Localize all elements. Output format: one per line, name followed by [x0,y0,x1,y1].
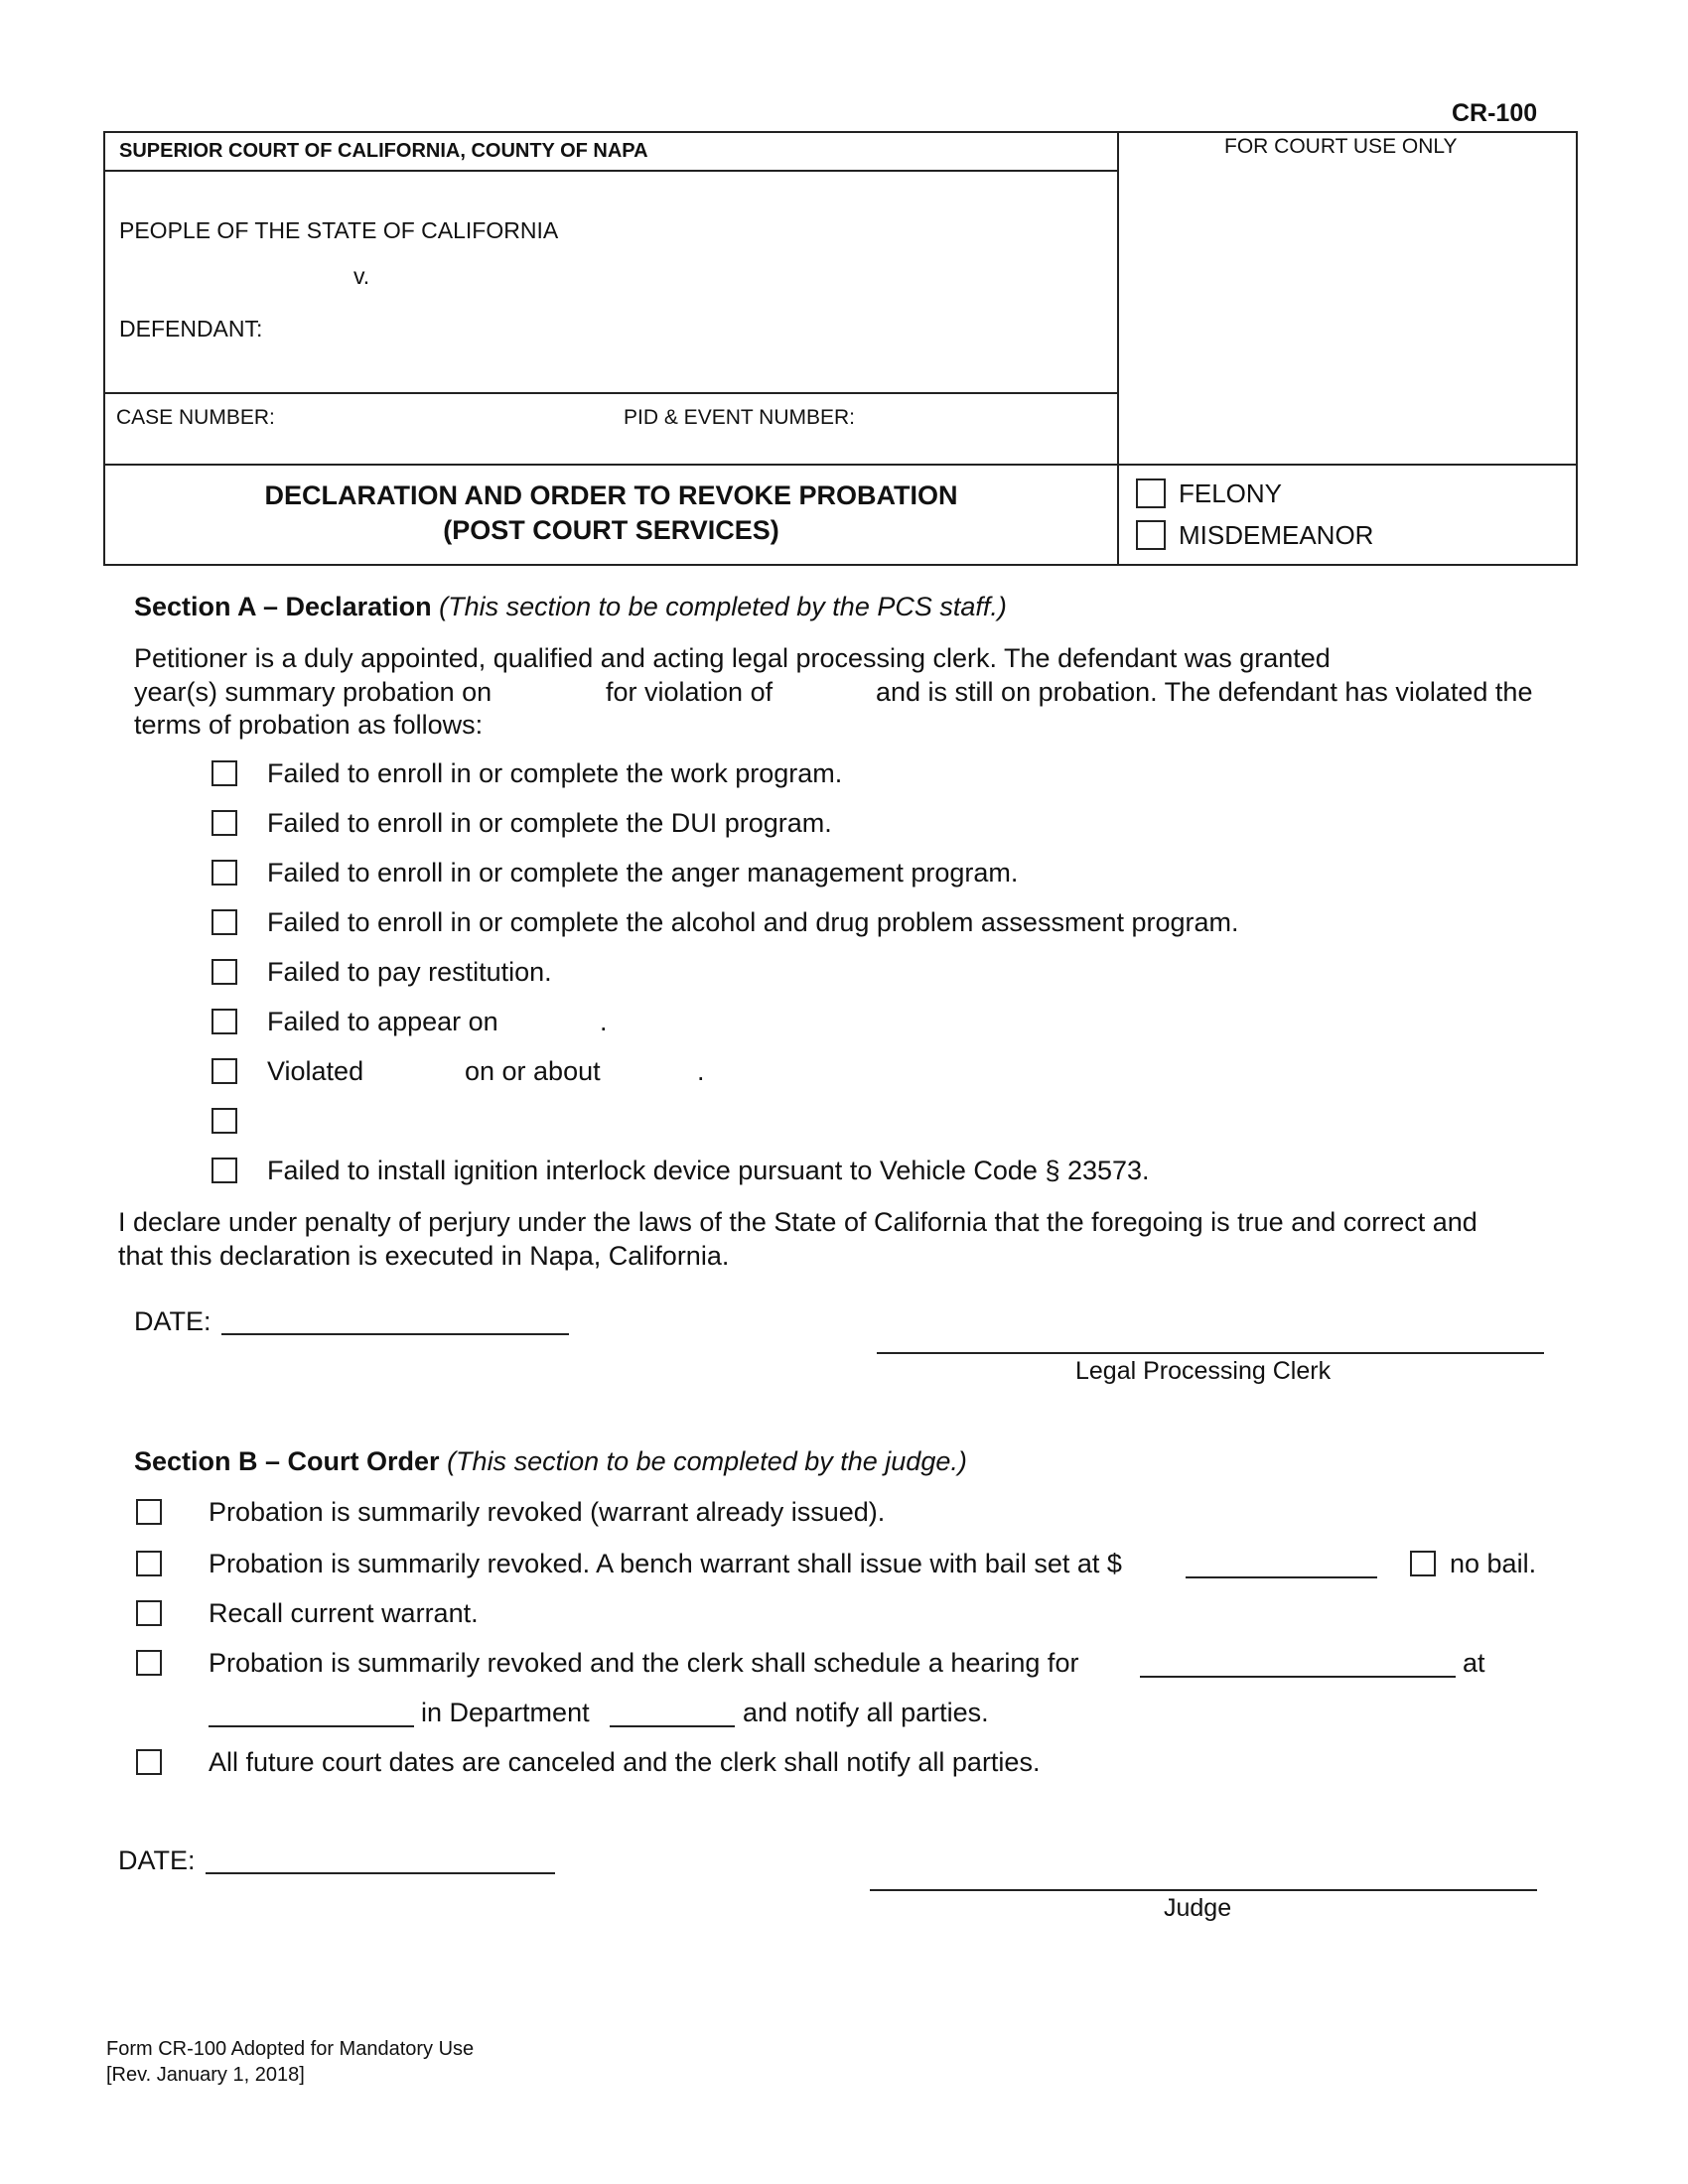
divider [103,170,1119,172]
violation-item: Failed to enroll in or complete the anger management program. [267,858,1019,887]
section-b-title: Section B – Court Order [134,1446,440,1476]
divider [103,464,1578,466]
violation-checkbox[interactable] [211,909,237,935]
clerk-signature-label: Legal Processing Clerk [1075,1357,1332,1385]
period: . [697,1056,705,1086]
no-bail-checkbox[interactable] [1410,1551,1436,1576]
violation-checkbox[interactable] [211,810,237,836]
perjury-line1: I declare under penalty of perjury under the laws of the State of California that the foregoing is true and correct and [118,1207,1477,1237]
on-or-about-label: on or about [465,1056,601,1086]
order-checkbox[interactable] [136,1600,162,1626]
violation-checkbox[interactable] [211,1058,237,1084]
violation-checkbox[interactable] [211,860,237,886]
felony-checkbox[interactable] [1136,478,1166,508]
violation-item: Violated [267,1056,364,1086]
defendant-label: DEFENDANT: [119,316,263,341]
order-checkbox[interactable] [136,1551,162,1576]
misdemeanor-checkbox[interactable] [1136,520,1166,550]
people-label: PEOPLE OF THE STATE OF CALIFORNIA [119,217,559,243]
violation-checkbox[interactable] [211,1158,237,1183]
intro-line2a: year(s) summary probation on [134,677,492,707]
court-name: SUPERIOR COURT OF CALIFORNIA, COUNTY OF NAPA [119,140,648,162]
pid-event-label: PID & EVENT NUMBER: [624,406,855,429]
divider [103,392,1119,394]
department-label: in Department [421,1698,590,1727]
section-a-note: (This section to be completed by the PCS staff.) [439,592,1007,621]
hearing-date-field[interactable] [1140,1676,1456,1678]
order-item-2: Probation is summarily revoked. A bench warrant shall issue with bail set at $ [209,1549,1122,1578]
perjury-line2: that this declaration is executed in Napa, California. [118,1241,730,1271]
section-a-date-field[interactable] [221,1333,569,1335]
violation-checkbox[interactable] [211,959,237,985]
section-b-heading [134,1446,967,1477]
violation-checkbox[interactable] [211,1108,237,1134]
violation-item: Failed to pay restitution. [267,957,552,987]
violation-item: Failed to enroll in or complete the work program. [267,758,843,788]
section-a-date-label: DATE: [134,1306,211,1336]
hearing-at-label: at [1463,1648,1485,1678]
order-checkbox[interactable] [136,1749,162,1775]
intro-line2c: and is still on probation. The defendant has violated the [876,677,1533,707]
bail-amount-field[interactable] [1186,1576,1377,1578]
violation-checkbox[interactable] [211,1009,237,1034]
order-checkbox[interactable] [136,1499,162,1525]
intro-line1: Petitioner is a duly appointed, qualified and acting legal processing clerk. The defendant was granted [134,643,1331,673]
judge-signature-line[interactable] [870,1889,1537,1891]
footer-line2: [Rev. January 1, 2018] [106,2064,305,2086]
section-a-title: Section A – Declaration [134,592,432,621]
clerk-signature-line[interactable] [877,1352,1544,1354]
form-title-line2: (POST COURT SERVICES) [443,515,779,545]
period: . [600,1007,608,1036]
order-checkbox[interactable] [136,1650,162,1676]
order-item-1: Probation is summarily revoked (warrant already issued). [209,1497,886,1527]
no-bail-label: no bail. [1450,1549,1537,1578]
footer-line1: Form CR-100 Adopted for Mandatory Use [106,2038,475,2060]
section-b-note: (This section to be completed by the judge.) [447,1446,967,1476]
section-b-date-field[interactable] [206,1872,555,1874]
felony-label: FELONY [1179,478,1283,508]
section-a-heading [134,592,1007,622]
case-number-label: CASE NUMBER: [116,406,275,429]
order-item-4: Probation is summarily revoked and the clerk shall schedule a hearing for [209,1648,1079,1678]
section-b-date-label: DATE: [118,1845,196,1875]
violation-item: Failed to appear on [267,1007,498,1036]
intro-line2b: for violation of [606,677,774,707]
violation-item: Failed to install ignition interlock device pursuant to Vehicle Code § 23573. [267,1156,1150,1185]
department-field[interactable] [610,1725,735,1727]
form-id: CR-100 [1452,99,1538,127]
judge-signature-label: Judge [1164,1894,1232,1922]
violation-checkbox[interactable] [211,760,237,786]
court-use-label: FOR COURT USE ONLY [1224,135,1458,158]
form-title [103,478,1119,548]
versus-label: v. [353,263,370,289]
form-title-line1: DECLARATION AND ORDER TO REVOKE PROBATION [264,480,958,510]
intro-line3: terms of probation as follows: [134,710,484,740]
order-item-3: Recall current warrant. [209,1598,479,1628]
notify-label: and notify all parties. [743,1698,989,1727]
misdemeanor-label: MISDEMEANOR [1179,520,1374,550]
hearing-time-field[interactable] [209,1725,414,1727]
violation-item: Failed to enroll in or complete the DUI program. [267,808,832,838]
violation-item: Failed to enroll in or complete the alcohol and drug problem assessment program. [267,907,1239,937]
order-item-5: All future court dates are canceled and the clerk shall notify all parties. [209,1747,1041,1777]
